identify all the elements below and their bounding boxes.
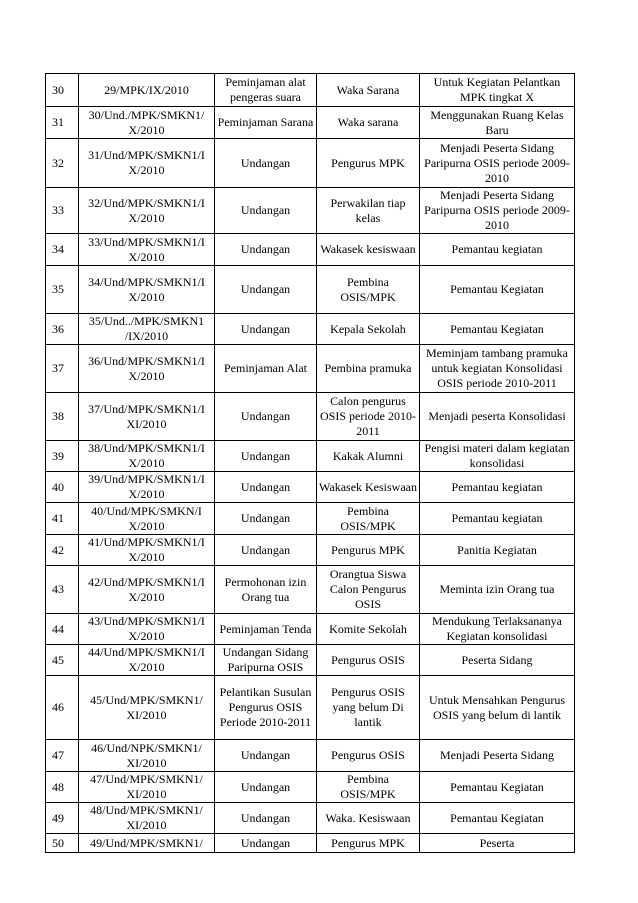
cell-letter-type bbox=[215, 472, 317, 503]
cell-recipient bbox=[317, 266, 420, 314]
cell-letter-type-text: Undangan bbox=[240, 203, 291, 217]
table-row bbox=[46, 74, 575, 107]
cell-number bbox=[46, 107, 79, 139]
cell-recipient bbox=[317, 472, 420, 503]
table-row bbox=[46, 234, 575, 266]
cell-letter-type-text: Undangan bbox=[240, 155, 291, 170]
cell-recipient bbox=[317, 614, 420, 645]
cell-letter-number bbox=[79, 803, 215, 834]
cell-number bbox=[46, 740, 79, 772]
cell-letter-type bbox=[215, 139, 317, 188]
cell-letter-type-text: Undangan bbox=[240, 748, 291, 762]
cell-number bbox=[46, 772, 79, 803]
table-row bbox=[46, 740, 575, 772]
cell-letter-number-text: 34/Und/MPK/SMKN1/I X/2010 bbox=[88, 274, 205, 304]
cell-purpose bbox=[420, 834, 575, 853]
cell-letter-number bbox=[79, 566, 215, 614]
cell-purpose bbox=[420, 139, 575, 188]
cell-purpose bbox=[420, 234, 575, 266]
cell-letter-number-text: 46/Und/NPK/SMKN1/ XI/2010 bbox=[91, 740, 202, 770]
cell-letter-number bbox=[79, 614, 215, 645]
cell-number bbox=[46, 535, 79, 566]
cell-letter-number-text: 33/Und/MPK/SMKN1/I X/2010 bbox=[88, 234, 205, 264]
cell-number-text: 49 bbox=[52, 810, 64, 825]
cell-letter-type-text: Undangan bbox=[240, 242, 291, 256]
cell-number-text: 39 bbox=[52, 448, 64, 463]
cell-recipient-text: Pengurus OSIS bbox=[331, 748, 405, 762]
cell-letter-number-text: 49/Und/MPK/SMKN1/ bbox=[90, 835, 203, 850]
cell-number bbox=[46, 645, 79, 676]
cell-letter-type-text: Undangan bbox=[240, 409, 291, 423]
cell-letter-type bbox=[215, 503, 317, 535]
cell-number-text: 40 bbox=[52, 479, 64, 494]
cell-letter-type-text: Undangan bbox=[240, 511, 291, 525]
cell-letter-type-text: Pelantikan Susulan Pengurus OSIS Periode 2010-2011 bbox=[219, 685, 312, 729]
cell-letter-type bbox=[215, 74, 317, 107]
cell-letter-type bbox=[215, 345, 317, 393]
table-row bbox=[46, 139, 575, 188]
cell-purpose-text: Panitia Kegiatan bbox=[457, 542, 537, 557]
cell-recipient bbox=[317, 503, 420, 535]
cell-letter-type-text: Peminjaman Alat bbox=[224, 361, 307, 375]
cell-purpose bbox=[420, 645, 575, 676]
table-row bbox=[46, 107, 575, 139]
table-row bbox=[46, 472, 575, 503]
cell-recipient bbox=[317, 188, 420, 234]
cell-number bbox=[46, 139, 79, 188]
cell-recipient-text: Pembina OSIS/MPK bbox=[340, 772, 396, 801]
cell-recipient-text: Wakasek kesiswaan bbox=[320, 242, 416, 256]
cell-purpose-text: Pemantau kegiatan bbox=[451, 511, 543, 525]
cell-letter-number-text: 40/Und/MPK/SMKN/I X/2010 bbox=[91, 503, 202, 533]
cell-recipient bbox=[317, 441, 420, 472]
cell-recipient-text: Pengurus OSIS yang belum Di lantik bbox=[331, 685, 405, 729]
cell-number bbox=[46, 314, 79, 345]
table-row bbox=[46, 645, 575, 676]
cell-recipient-text: Pembina OSIS/MPK bbox=[340, 503, 396, 533]
cell-letter-number bbox=[79, 234, 215, 266]
cell-letter-number bbox=[79, 645, 215, 676]
table-row bbox=[46, 772, 575, 803]
cell-recipient bbox=[317, 803, 420, 834]
cell-purpose-text: Untuk Kegiatan Pelantkan MPK tingkat X bbox=[433, 75, 561, 104]
cell-letter-type-text: Permohonan izin Orang tua bbox=[224, 574, 307, 604]
cell-letter-type-text: Undangan bbox=[240, 810, 291, 825]
cell-letter-number-text: 39/Und/MPK/SMKN1/I X/2010 bbox=[88, 472, 205, 501]
cell-purpose-text: Menjadi peserta Konsolidasi bbox=[428, 409, 566, 423]
cell-purpose-text: Peserta Sidang bbox=[461, 652, 533, 667]
cell-purpose bbox=[420, 107, 575, 139]
cell-purpose bbox=[420, 803, 575, 834]
cell-number-text: 32 bbox=[52, 155, 64, 170]
cell-number bbox=[46, 234, 79, 266]
cell-letter-number-text: 45/Und/MPK/SMKN1/ XI/2010 bbox=[90, 692, 203, 722]
cell-purpose-text: Menjadi Peserta Sidang Paripurna OSIS periode 2009-2010 bbox=[424, 188, 570, 232]
cell-purpose-text: Peserta bbox=[479, 835, 515, 850]
cell-purpose bbox=[420, 503, 575, 535]
cell-letter-type bbox=[215, 740, 317, 772]
cell-recipient-text: Orangtua Siswa Calon Pengurus OSIS bbox=[329, 567, 407, 611]
cell-number bbox=[46, 566, 79, 614]
cell-letter-type bbox=[215, 188, 317, 234]
table-row bbox=[46, 503, 575, 535]
cell-number bbox=[46, 345, 79, 393]
cell-purpose bbox=[420, 614, 575, 645]
cell-letter-type bbox=[215, 772, 317, 803]
cell-recipient-text: Wakasek Kesiswaan bbox=[319, 479, 417, 494]
cell-recipient bbox=[317, 234, 420, 266]
cell-letter-number-text: 42/Und/MPK/SMKN1/I X/2010 bbox=[88, 574, 205, 604]
cell-letter-number-text: 43/Und/MPK/SMKN1/I X/2010 bbox=[88, 614, 205, 643]
cell-letter-type bbox=[215, 535, 317, 566]
cell-number-text: 50 bbox=[52, 835, 64, 850]
cell-letter-number-text: 37/Und/MPK/SMKN1/I XI/2010 bbox=[88, 401, 205, 431]
cell-recipient bbox=[317, 314, 420, 345]
cell-number-text: 46 bbox=[52, 700, 64, 714]
cell-letter-number bbox=[79, 740, 215, 772]
cell-letter-type-text: Undangan Sidang Paripurna OSIS bbox=[222, 645, 309, 674]
cell-number bbox=[46, 441, 79, 472]
cell-number bbox=[46, 676, 79, 740]
cell-letter-number bbox=[79, 139, 215, 188]
cell-number bbox=[46, 472, 79, 503]
cell-recipient-text: Pengurus MPK bbox=[331, 835, 405, 850]
cell-letter-number bbox=[79, 503, 215, 535]
cell-letter-number bbox=[79, 345, 215, 393]
cell-letter-type bbox=[215, 566, 317, 614]
cell-purpose-text: Menggunakan Ruang Kelas Baru bbox=[430, 107, 564, 137]
cell-letter-type-text: Undangan bbox=[240, 835, 291, 850]
table-row bbox=[46, 676, 575, 740]
cell-letter-number-text: 36/Und/MPK/SMKN1/I X/2010 bbox=[88, 353, 205, 383]
letter-register-body bbox=[46, 74, 575, 853]
cell-letter-type bbox=[215, 614, 317, 645]
table-row bbox=[46, 314, 575, 345]
cell-purpose-text: Pemantau Kegiatan bbox=[450, 321, 544, 336]
cell-letter-number-text: 38/Und/MPK/SMKN1/I X/2010 bbox=[88, 441, 205, 470]
cell-letter-type bbox=[215, 234, 317, 266]
cell-number-text: 36 bbox=[52, 321, 64, 336]
cell-letter-type-text: Undangan bbox=[240, 448, 291, 463]
cell-purpose bbox=[420, 345, 575, 393]
cell-letter-type bbox=[215, 266, 317, 314]
table-row bbox=[46, 441, 575, 472]
cell-letter-number bbox=[79, 472, 215, 503]
cell-letter-number-text: 47/Und/MPK/SMKN1/ XI/2010 bbox=[90, 772, 203, 801]
cell-recipient-text: Pengurus OSIS bbox=[331, 652, 405, 667]
cell-number bbox=[46, 74, 79, 107]
cell-purpose bbox=[420, 772, 575, 803]
cell-letter-number bbox=[79, 441, 215, 472]
cell-purpose-text: Pemantau Kegiatan bbox=[450, 810, 544, 825]
cell-number-text: 35 bbox=[52, 282, 64, 296]
cell-number bbox=[46, 503, 79, 535]
cell-recipient-text: Waka sarana bbox=[337, 115, 399, 129]
cell-purpose bbox=[420, 676, 575, 740]
cell-number-text: 33 bbox=[52, 203, 64, 217]
cell-purpose bbox=[420, 393, 575, 441]
table-row bbox=[46, 266, 575, 314]
cell-letter-number bbox=[79, 834, 215, 853]
cell-recipient-text: Komite Sekolah bbox=[329, 621, 407, 636]
cell-letter-number bbox=[79, 107, 215, 139]
cell-letter-type bbox=[215, 107, 317, 139]
cell-letter-number bbox=[79, 314, 215, 345]
cell-letter-number-text: 41/Und/MPK/SMKN1/I X/2010 bbox=[88, 535, 205, 564]
cell-purpose-text: Pemantau kegiatan bbox=[451, 242, 543, 256]
cell-recipient-text: Kepala Sekolah bbox=[330, 321, 406, 336]
cell-recipient bbox=[317, 74, 420, 107]
table-row bbox=[46, 535, 575, 566]
cell-number bbox=[46, 266, 79, 314]
cell-recipient bbox=[317, 393, 420, 441]
table-row bbox=[46, 803, 575, 834]
cell-letter-type bbox=[215, 441, 317, 472]
cell-letter-number-text: 30/Und./MPK/SMKN1/ X/2010 bbox=[88, 107, 205, 137]
cell-purpose bbox=[420, 188, 575, 234]
cell-recipient-text: Waka. Kesiswaan bbox=[325, 810, 411, 825]
cell-recipient-text: Perwakilan tiap kelas bbox=[330, 195, 406, 225]
cell-letter-number bbox=[79, 676, 215, 740]
cell-recipient-text: Pengurus MPK bbox=[331, 542, 405, 557]
cell-letter-type bbox=[215, 803, 317, 834]
cell-letter-type bbox=[215, 645, 317, 676]
cell-letter-type bbox=[215, 314, 317, 345]
cell-letter-type-text: Peminjaman alat pengeras suara bbox=[225, 75, 306, 104]
cell-number-text: 37 bbox=[52, 361, 64, 375]
cell-recipient bbox=[317, 566, 420, 614]
cell-letter-number bbox=[79, 535, 215, 566]
cell-number-text: 31 bbox=[52, 115, 64, 129]
cell-recipient bbox=[317, 740, 420, 772]
cell-purpose-text: Meminjam tambang pramuka untuk kegiatan Konsolidasi OSIS periode 2010-2011 bbox=[426, 346, 568, 390]
cell-recipient bbox=[317, 676, 420, 740]
cell-recipient-text: Pembina OSIS/MPK bbox=[340, 274, 396, 304]
cell-recipient-text: Kakak Alumni bbox=[332, 448, 404, 463]
cell-letter-number bbox=[79, 772, 215, 803]
cell-letter-number-text: 31/Und/MPK/SMKN1/I X/2010 bbox=[88, 148, 205, 177]
cell-recipient bbox=[317, 535, 420, 566]
cell-recipient bbox=[317, 139, 420, 188]
cell-purpose-text: Meminta izin Orang tua bbox=[439, 582, 555, 596]
table-row bbox=[46, 614, 575, 645]
cell-letter-type-text: Peminjaman Sarana bbox=[217, 115, 314, 129]
cell-purpose-text: Untuk Mensahkan Pengurus OSIS yang belum di lantik bbox=[429, 692, 565, 722]
table-row bbox=[46, 566, 575, 614]
table-row bbox=[46, 393, 575, 441]
cell-purpose-text: Pemantau Kegiatan bbox=[450, 282, 544, 296]
cell-letter-type-text: Undangan bbox=[240, 479, 291, 494]
cell-recipient bbox=[317, 345, 420, 393]
cell-number-text: 42 bbox=[52, 542, 64, 557]
cell-number-text: 34 bbox=[52, 242, 64, 256]
cell-number bbox=[46, 614, 79, 645]
cell-purpose-text: Mendukung Terlaksananya Kegiatan konsolidasi bbox=[432, 614, 562, 643]
cell-number-text: 47 bbox=[52, 748, 64, 762]
cell-number-text: 41 bbox=[52, 511, 64, 525]
cell-number-text: 30 bbox=[52, 82, 64, 97]
cell-number-text: 43 bbox=[52, 582, 64, 596]
cell-purpose bbox=[420, 441, 575, 472]
cell-letter-type-text: Undangan bbox=[240, 779, 291, 794]
cell-letter-type-text: Undangan bbox=[240, 321, 291, 336]
cell-purpose bbox=[420, 472, 575, 503]
cell-number bbox=[46, 188, 79, 234]
cell-purpose-text: Pemantau Kegiatan bbox=[450, 779, 544, 794]
cell-letter-number-text: 32/Und/MPK/SMKN1/I X/2010 bbox=[88, 195, 205, 225]
cell-letter-number-text: 29/MPK/IX/2010 bbox=[104, 82, 189, 97]
cell-letter-number bbox=[79, 393, 215, 441]
cell-purpose-text: Pengisi materi dalam kegiatan konsolidasi bbox=[424, 441, 570, 470]
table-row bbox=[46, 345, 575, 393]
cell-number-text: 45 bbox=[52, 652, 64, 667]
cell-purpose-text: Menjadi Peserta Sidang bbox=[440, 748, 554, 762]
cell-letter-type bbox=[215, 676, 317, 740]
cell-letter-type-text: Peminjaman Tenda bbox=[219, 621, 312, 636]
cell-purpose bbox=[420, 74, 575, 107]
cell-recipient-text: Calon pengurus OSIS periode 2010-2011 bbox=[320, 394, 416, 438]
cell-recipient bbox=[317, 645, 420, 676]
letter-register-table bbox=[45, 73, 575, 853]
cell-number-text: 44 bbox=[52, 621, 64, 636]
cell-letter-type bbox=[215, 834, 317, 853]
cell-letter-number-text: 48/Und/MPK/SMKN1/ XI/2010 bbox=[90, 803, 203, 832]
cell-number bbox=[46, 834, 79, 853]
table-row bbox=[46, 834, 575, 853]
cell-recipient-text: Pengurus MPK bbox=[331, 155, 405, 170]
cell-purpose bbox=[420, 266, 575, 314]
cell-purpose bbox=[420, 566, 575, 614]
cell-number-text: 38 bbox=[52, 409, 64, 423]
cell-recipient bbox=[317, 834, 420, 853]
cell-number-text: 48 bbox=[52, 779, 64, 794]
cell-letter-type-text: Undangan bbox=[240, 282, 291, 296]
cell-letter-number-text: 44/Und/MPK/SMKN1/I X/2010 bbox=[88, 645, 205, 674]
cell-recipient-text: Waka Sarana bbox=[336, 82, 400, 97]
cell-purpose-text: Menjadi Peserta Sidang Paripurna OSIS periode 2009-2010 bbox=[424, 140, 570, 185]
cell-letter-number bbox=[79, 188, 215, 234]
table-row bbox=[46, 188, 575, 234]
cell-letter-number bbox=[79, 266, 215, 314]
cell-letter-type-text: Undangan bbox=[240, 542, 291, 557]
cell-recipient bbox=[317, 772, 420, 803]
cell-number bbox=[46, 393, 79, 441]
cell-number bbox=[46, 803, 79, 834]
cell-letter-number-text: 35/Und../MPK/SMKN1 /IX/2010 bbox=[88, 314, 205, 343]
cell-recipient-text: Pembina pramuka bbox=[324, 361, 412, 375]
cell-purpose bbox=[420, 535, 575, 566]
cell-recipient bbox=[317, 107, 420, 139]
cell-purpose bbox=[420, 314, 575, 345]
cell-letter-number bbox=[79, 74, 215, 107]
cell-purpose-text: Pemantau kegiatan bbox=[451, 479, 543, 494]
cell-purpose bbox=[420, 740, 575, 772]
cell-letter-type bbox=[215, 393, 317, 441]
